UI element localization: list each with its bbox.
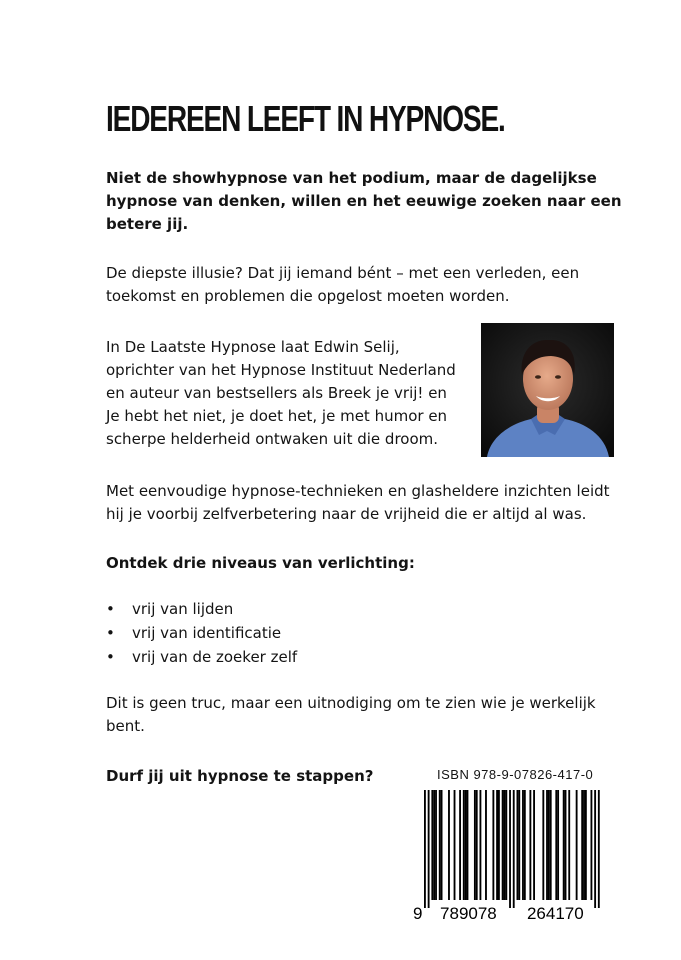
- barcode-bar: [513, 790, 515, 908]
- barcode-bar: [492, 790, 494, 900]
- author-line: In De Laatste Hypnose laat Edwin Selij,: [106, 338, 400, 356]
- barcode-bar: [441, 790, 443, 900]
- barcode-bar: [533, 790, 535, 900]
- barcode-bar: [517, 790, 519, 900]
- barcode-bar: [435, 790, 437, 900]
- barcode-bar: [522, 790, 524, 900]
- barcode-bar: [476, 790, 478, 900]
- barcode-bar: [504, 790, 506, 900]
- list-item-label: vrij van lijden: [132, 600, 234, 618]
- barcode-bar: [467, 790, 469, 900]
- barcode-bar: [448, 790, 450, 900]
- illusion-paragraph: De diepste illusie? Dat jij iemand bént – met een verleden, een toekomst en problemen die opgelost moeten worden.: [106, 264, 580, 305]
- barcode-bar: [509, 790, 511, 908]
- list-item: [106, 621, 297, 645]
- bullet-icon: •: [106, 600, 115, 618]
- page-title: IEDEREEN LEEFT IN HYPNOSE.: [106, 98, 505, 139]
- barcode-bar: [424, 790, 426, 908]
- barcode-bar: [557, 790, 559, 900]
- invitation-paragraph: Dit is geen truc, maar een uitnodiging om te zien wie je werkelijk bent.: [106, 694, 596, 735]
- list-item: [106, 597, 297, 621]
- barcode-bar: [463, 790, 465, 900]
- barcode-bar: [439, 790, 441, 900]
- author-line: en auteur van bestsellers als Breek je vrij! en: [106, 384, 447, 402]
- barcode-bar: [518, 790, 520, 900]
- techniques-paragraph: Met eenvoudige hypnose-technieken en glasheldere inzichten leidt hij je voorbij zelfverbetering naar de vrijheid die er altijd al was.: [106, 482, 610, 523]
- author-paragraph: [106, 336, 481, 451]
- barcode-bar: [524, 790, 526, 900]
- list-item: [106, 645, 297, 669]
- barcode-left-digits: 789078: [440, 904, 497, 923]
- barcode-bar: [428, 790, 430, 908]
- barcode-bar: [555, 790, 557, 900]
- barcode-bar: [502, 790, 504, 900]
- barcode-bar: [474, 790, 476, 900]
- author-line: oprichter van het Hypnose Instituut Nederland: [106, 361, 456, 379]
- barcode-bar: [529, 790, 531, 900]
- barcode-bar: [550, 790, 552, 900]
- barcode-bar: [563, 790, 565, 900]
- barcode-bar: [496, 790, 498, 900]
- barcode-bar: [598, 790, 600, 908]
- author-line: scherpe helderheid ontwaken uit die droom.: [106, 430, 439, 448]
- barcode-bar: [459, 790, 461, 900]
- bullet-icon: •: [106, 624, 115, 642]
- barcode-bar: [548, 790, 550, 900]
- barcode-bar: [568, 790, 570, 900]
- intro-paragraph: Niet de showhypnose van het podium, maar de dagelijkse hypnose van denken, willen en het eeuwige zoeken naar een betere jij.: [106, 169, 622, 233]
- barcode-bar: [498, 790, 500, 900]
- barcode-bar: [485, 790, 487, 900]
- barcode-right-digits: 264170: [526, 904, 584, 923]
- barcode: [412, 788, 612, 924]
- bullet-icon: •: [106, 648, 115, 666]
- isbn-label: ISBN 978-9-07826-417-0: [437, 767, 594, 782]
- levels-heading: Ontdek drie niveaus van verlichting:: [106, 554, 415, 572]
- author-line: Je hebt het niet, je doet het, je met humor en: [106, 407, 448, 425]
- author-photo: [481, 323, 614, 457]
- barcode-first-digit: 9: [413, 904, 423, 923]
- barcode-bar: [591, 790, 593, 900]
- barcode-bar: [594, 790, 596, 908]
- barcode-bar: [546, 790, 548, 900]
- barcode-bar: [565, 790, 567, 900]
- barcode-bar: [433, 790, 435, 900]
- list-item-label: vrij van de zoeker zelf: [132, 648, 298, 666]
- barcode-bar: [465, 790, 467, 900]
- barcode-bar: [542, 790, 544, 900]
- barcode-bar: [581, 790, 583, 900]
- barcode-bar: [585, 790, 587, 900]
- barcode-bar: [480, 790, 482, 900]
- levels-list: [106, 597, 297, 669]
- barcode-bar: [431, 790, 433, 900]
- barcode-bar: [576, 790, 578, 900]
- closing-question: Durf jij uit hypnose te stappen?: [106, 767, 374, 785]
- barcode-bar: [454, 790, 456, 900]
- list-item-label: vrij van identificatie: [132, 624, 282, 642]
- author-portrait-image: [481, 323, 614, 457]
- barcode-bar: [505, 790, 507, 900]
- barcode-bar: [583, 790, 585, 900]
